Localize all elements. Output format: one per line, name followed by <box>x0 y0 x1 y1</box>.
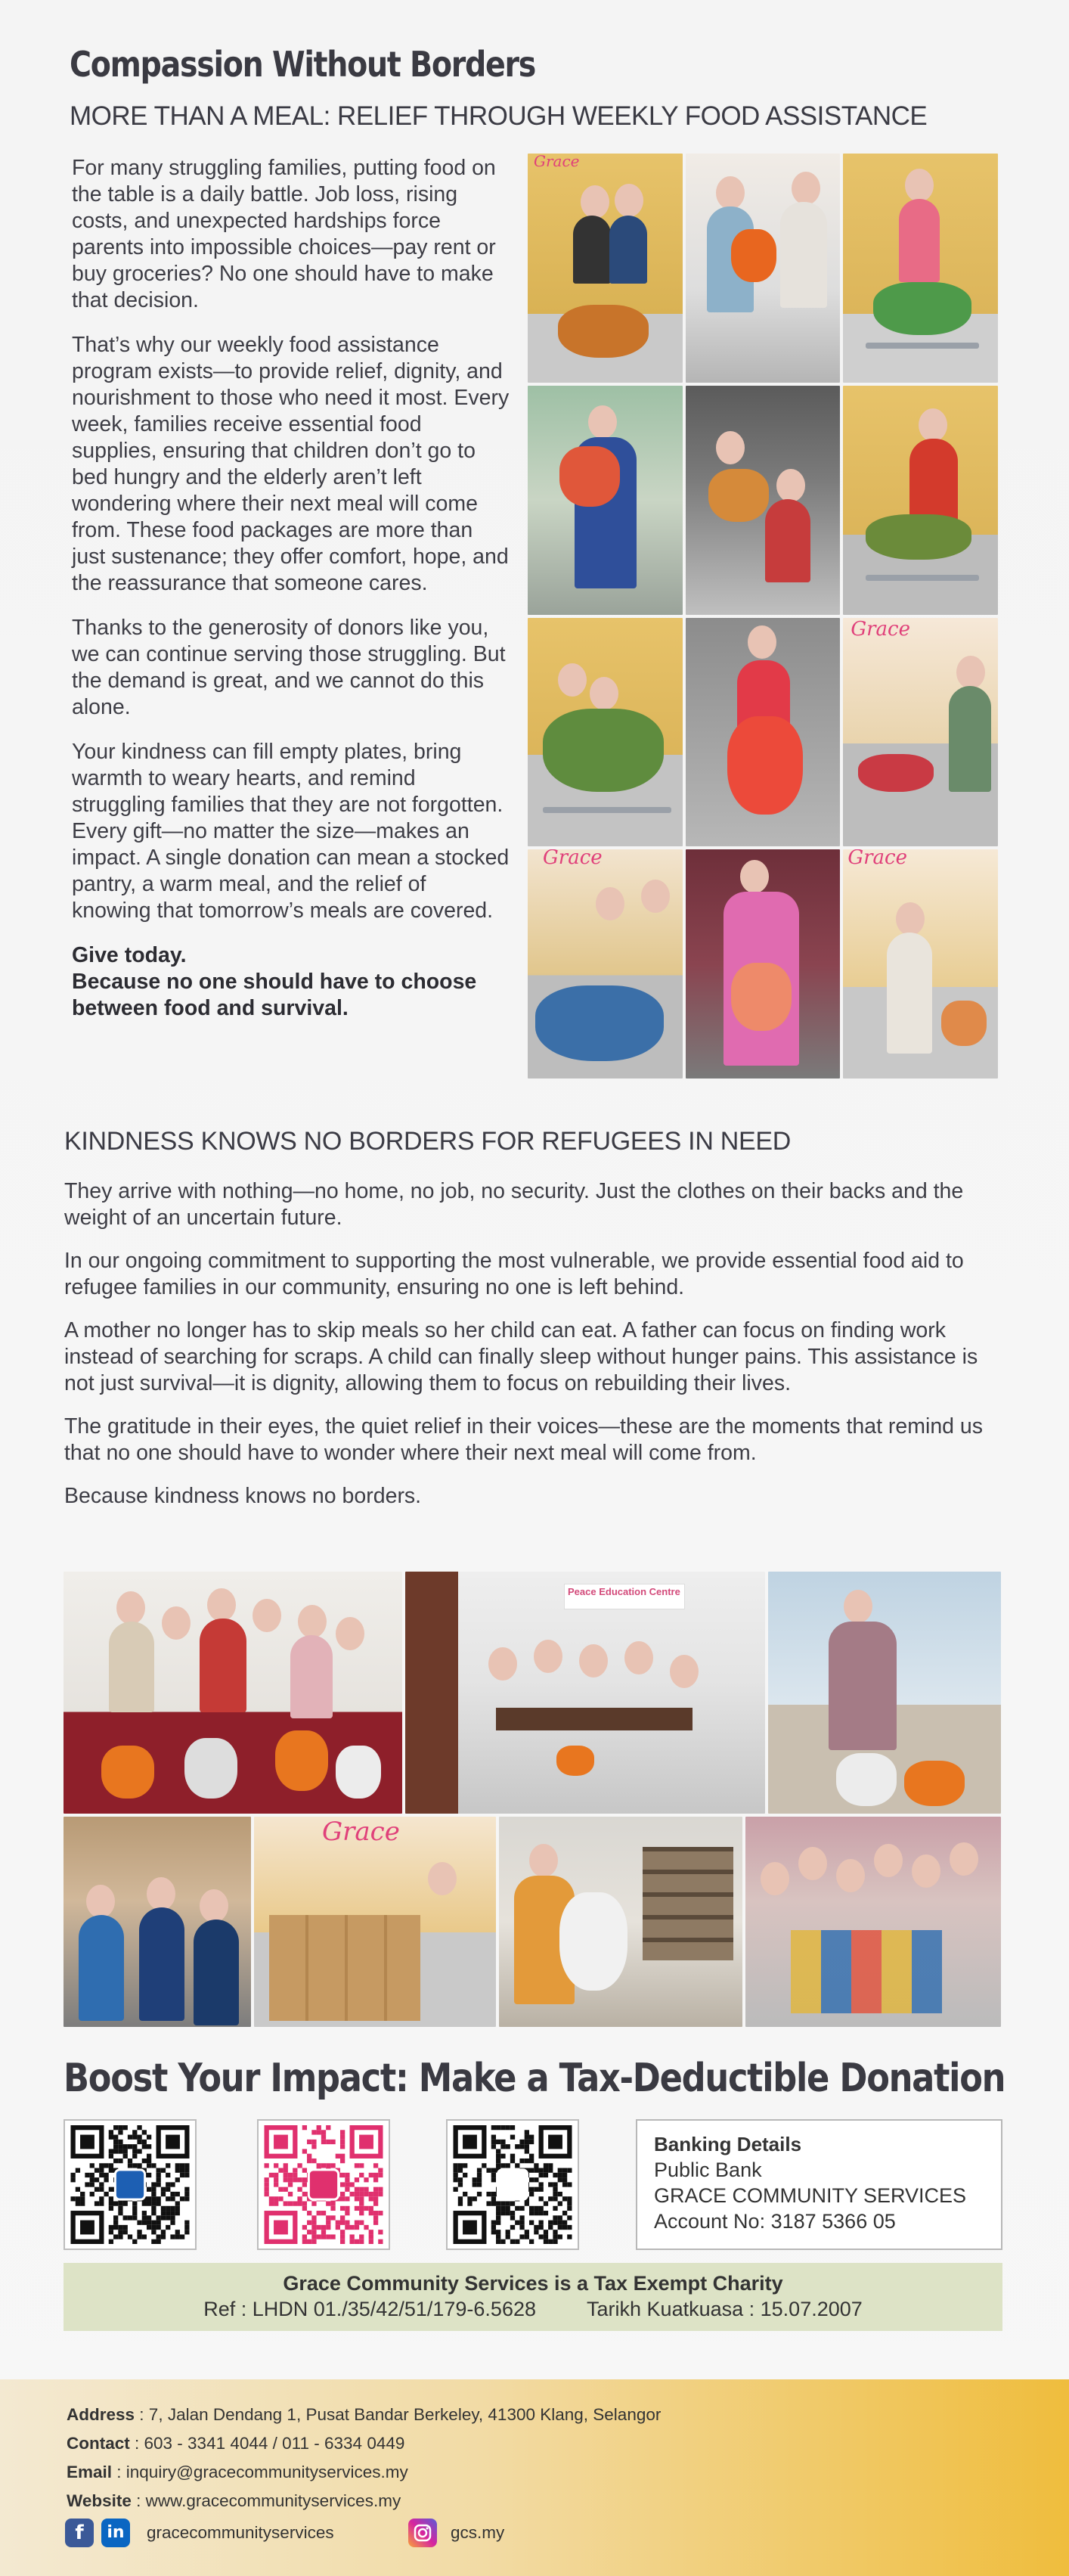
account-name: GRACE COMMUNITY SERVICES <box>654 2184 967 2207</box>
cart <box>543 807 671 813</box>
face <box>956 656 985 689</box>
bag <box>708 469 769 522</box>
photo <box>768 1572 1001 1814</box>
instagram-glyph <box>408 2519 437 2547</box>
photo-logo-text: Grace <box>534 154 580 170</box>
photo <box>843 618 998 847</box>
face <box>596 887 624 920</box>
person <box>573 216 611 284</box>
section2-paragraph: In our ongoing commitment to supporting the most vulnerable, we provide essential food aid to refugee families in our community, ensuring no one is left behind. <box>64 1249 964 1299</box>
face <box>588 405 617 439</box>
bank-name: Public Bank <box>654 2159 762 2181</box>
photo <box>528 154 683 383</box>
face <box>162 1606 191 1640</box>
face <box>896 902 925 936</box>
email-line <box>67 2463 408 2482</box>
qr-code-icon[interactable] <box>64 2119 197 2250</box>
bag <box>731 229 776 282</box>
contact-text: : 603 - 3341 4044 / 011 - 6334 0449 <box>129 2434 405 2453</box>
section2-paragraph: Because kindness knows no borders. <box>64 1484 422 1508</box>
facebook-icon[interactable]: f <box>65 2519 94 2547</box>
face <box>529 1844 558 1877</box>
cart <box>866 343 979 349</box>
section2-title: KINDNESS KNOWS NO BORDERS FOR REFUGEES IN NEED <box>64 1127 791 1156</box>
food-assistance-photo-grid <box>528 154 998 1079</box>
face <box>590 677 618 710</box>
refugee-photo-gallery-top <box>64 1572 1001 1814</box>
face <box>428 1862 457 1895</box>
face <box>534 1640 562 1673</box>
instagram-handle[interactable]: gcs.my <box>451 2523 505 2542</box>
section1-title: MORE THAN A MEAL: RELIEF THROUGH WEEKLY FOOD ASSISTANCE <box>70 101 928 131</box>
face <box>615 184 643 217</box>
person <box>609 216 647 284</box>
photo <box>64 1572 402 1814</box>
face <box>874 1844 903 1877</box>
face <box>86 1885 115 1918</box>
bag <box>336 1746 381 1799</box>
website-line <box>67 2491 401 2511</box>
person <box>829 1622 897 1750</box>
face <box>581 185 609 219</box>
person <box>765 499 810 582</box>
photo <box>745 1817 1001 2027</box>
person <box>949 686 991 792</box>
email-label: Email <box>67 2463 113 2481</box>
linkedin-icon[interactable]: in <box>101 2519 130 2547</box>
call-to-action <box>72 942 510 1022</box>
boxes <box>269 1915 420 2021</box>
face <box>740 860 769 893</box>
face <box>716 431 745 464</box>
address-line <box>67 2405 661 2425</box>
face <box>950 1842 978 1876</box>
photo <box>499 1817 742 2027</box>
photo-logo-text: Grace <box>322 1817 400 1847</box>
refugee-photo-gallery-bottom <box>64 1817 1001 2027</box>
face <box>844 1590 872 1623</box>
person <box>79 1915 124 2021</box>
cta-line-2: Because no one should have to choose between food and survival. <box>72 970 477 1020</box>
photo <box>528 849 683 1079</box>
footer <box>0 2379 1069 2576</box>
bag <box>101 1746 154 1799</box>
photo <box>254 1817 496 2027</box>
cta-line-1: Give today. <box>72 943 187 967</box>
email-link[interactable]: : inquiry@gracecommunityservices.my <box>112 2463 408 2481</box>
cart <box>866 575 979 581</box>
qr-code-icon[interactable] <box>446 2119 579 2250</box>
section2-paragraph: A mother no longer has to skip meals so her child can eat. A father can focus on finding work instead of searching for scraps. A child can finally sleep without hunger pains. This assistance is not just survival—it is dignity, allowing them to focus on rebuilding their lives. <box>64 1318 978 1395</box>
face <box>798 1847 827 1880</box>
face <box>488 1647 517 1681</box>
sign-text: Peace Education Centre <box>568 1586 680 1597</box>
groceries <box>535 985 664 1061</box>
shelf <box>643 1847 733 1960</box>
bag <box>904 1761 965 1806</box>
photo <box>686 618 841 847</box>
section1-paragraph: For many struggling families, putting food on the table is a daily battle. Job loss, rising costs, and unexpected hardships force parents into impossible choices—pay rent or buy groceries? No one should have to make that decision. <box>72 156 496 312</box>
photo <box>405 1572 765 1814</box>
face <box>200 1889 228 1923</box>
person <box>194 1920 239 2025</box>
donation-title: Boost Your Impact: Make a Tax-Deductible Donation <box>64 2056 1005 2101</box>
bag <box>731 963 792 1031</box>
photo <box>528 618 683 847</box>
website-link[interactable]: : www.gracecommunityservices.my <box>131 2491 401 2510</box>
face <box>558 663 587 697</box>
photo <box>843 386 998 615</box>
photo-logo-text: Grace <box>543 849 603 870</box>
section1-paragraph: Thanks to the generosity of donors like you, we can continue serving those struggling. But the demand is great, and we cannot do this alone. <box>72 616 506 719</box>
section2-paragraph: The gratitude in their eyes, the quiet relief in their voices—these are the moments that remind us that no one should have to wonder where their next meal will come from. <box>64 1414 984 1465</box>
face <box>748 625 776 659</box>
face <box>836 1859 865 1892</box>
tax-reference: Ref : LHDN 01./35/42/51/179-6.5628 Tarikh Kuatkuasa : 15.07.2007 <box>203 2298 863 2320</box>
person <box>200 1619 246 1712</box>
tax-exempt-banner <box>64 2263 1002 2331</box>
section2-body <box>64 1178 1005 1526</box>
face <box>776 469 805 502</box>
face <box>336 1617 364 1650</box>
photo-logo-text: Grace <box>847 849 907 870</box>
sign <box>564 1584 685 1609</box>
photo <box>64 1817 251 2027</box>
face <box>624 1641 653 1674</box>
person <box>780 202 827 308</box>
table <box>496 1708 693 1730</box>
face <box>147 1877 175 1910</box>
face <box>919 408 947 442</box>
person <box>109 1622 154 1712</box>
photo <box>843 154 998 383</box>
bag <box>556 1746 594 1776</box>
section1-paragraph: Your kindness can fill empty plates, bring warmth to weary hearts, and remind struggling families that they are not forgotten. Every gift—no matter the size—makes an impact. A single donation can mean a stocked pantry, a warm meal, and the relief of knowing that tomorrow’s meals are covered. <box>72 740 510 923</box>
groceries <box>858 754 934 792</box>
account-number: Account No: 3187 5366 05 <box>654 2210 896 2233</box>
section2-paragraph: They arrive with nothing—no home, no job, no security. Just the clothes on their backs and the weight of an uncertain future. <box>64 1179 964 1230</box>
groceries <box>543 709 664 792</box>
face <box>253 1599 281 1632</box>
photo <box>528 386 683 615</box>
photo <box>686 386 841 615</box>
face <box>641 880 670 913</box>
photo <box>686 154 841 383</box>
boxes <box>791 1930 942 2013</box>
bag <box>559 1892 627 1991</box>
address-text: : 7, Jalan Dendang 1, Pusat Bandar Berkeley, 41300 Klang, Selangor <box>135 2405 662 2424</box>
qr-code-icon[interactable] <box>257 2119 390 2250</box>
person <box>139 1907 184 2021</box>
address-label: Address <box>67 2405 135 2424</box>
person <box>290 1635 333 1718</box>
website-label: Website <box>67 2491 132 2510</box>
groceries <box>558 305 649 358</box>
groceries <box>873 282 971 335</box>
face <box>912 1854 940 1888</box>
page-title: Compassion Without Borders <box>70 44 536 85</box>
bag <box>727 716 803 815</box>
section1-paragraph: That’s why our weekly food assistance program exists—to provide relief, dignity, and nourishment to those who need it most. Every week, families receive essential food supplies, ensuring that children don’t go to bed hungry and the elderly aren’t left wondering where their next meal will come from. These food packages are more than just sustenance; they offer comfort, hope, and the reassurance that someone cares. <box>72 333 510 595</box>
face <box>207 1588 236 1622</box>
face <box>905 169 934 202</box>
photo-logo-text: Grace <box>851 617 910 641</box>
bag <box>184 1738 237 1799</box>
tax-exempt-title: Grace Community Services is a Tax Exempt Charity <box>283 2272 783 2295</box>
photo <box>843 849 998 1079</box>
social-handle[interactable]: gracecommunityservices <box>147 2523 334 2542</box>
section1-body <box>72 155 510 1040</box>
person <box>899 199 940 282</box>
photo <box>686 849 841 1079</box>
contact-label: Contact <box>67 2434 130 2453</box>
face <box>761 1862 789 1895</box>
banking-details <box>636 2119 1002 2250</box>
face <box>579 1644 608 1678</box>
door <box>405 1572 458 1814</box>
face <box>298 1605 327 1638</box>
face <box>792 172 820 205</box>
groceries <box>866 514 971 560</box>
face <box>716 176 745 209</box>
bag <box>941 1001 987 1046</box>
face <box>670 1655 699 1688</box>
person <box>887 933 932 1054</box>
banking-heading: Banking Details <box>654 2133 802 2155</box>
bag <box>836 1753 897 1806</box>
bag <box>275 1730 328 1791</box>
contact-line <box>67 2434 404 2453</box>
face <box>116 1591 145 1625</box>
instagram-icon[interactable] <box>408 2519 437 2547</box>
bag <box>559 446 620 507</box>
